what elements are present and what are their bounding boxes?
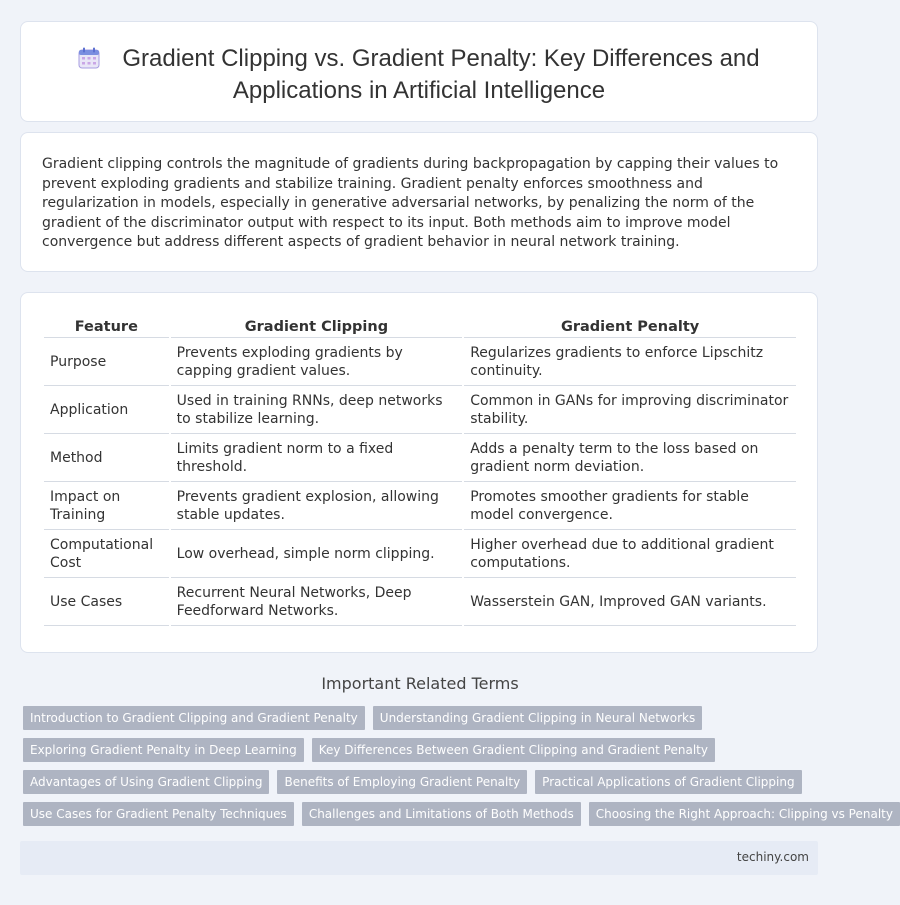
related-term-link[interactable]: Challenges and Limitations of Both Methods [302,802,581,826]
title-line-2: Applications in Artificial Intelligence [232,77,606,104]
comparison-table [42,317,798,626]
title-card [20,21,818,122]
table-row [44,434,796,482]
related-term-link[interactable]: Understanding Gradient Clipping in Neural Networks [373,706,702,730]
related-term-link[interactable]: Practical Applications of Gradient Clipping [535,770,801,794]
header-gradient-clipping: Gradient Clipping [171,317,463,338]
table-row [44,530,796,578]
comparison-table-card [20,292,818,653]
related-terms-list [23,706,893,834]
table-cell: Prevents gradient explosion, allowing stable updates. [171,482,463,530]
table-row [44,578,796,626]
table-cell: Prevents exploding gradients by capping gradient values. [171,338,463,386]
table-cell: Wasserstein GAN, Improved GAN variants. [464,578,796,626]
table-cell: Limits gradient norm to a fixed threshold. [171,434,463,482]
footer-brand[interactable]: techiny.com [736,850,809,864]
table-cell: Regularizes gradients to enforce Lipschitz continuity. [464,338,796,386]
table-cell: Common in GANs for improving discriminator stability. [464,386,796,434]
related-term-link[interactable]: Exploring Gradient Penalty in Deep Learning [23,738,304,762]
header-gradient-penalty: Gradient Penalty [464,317,796,338]
related-term-link[interactable]: Benefits of Employing Gradient Penalty [277,770,527,794]
summary-text: Gradient clipping controls the magnitude of gradients during backpropagation by capping their values to prevent exploding gradients and stabilize training. Gradient penalty enforces smoothness and regularization in models, especially in generative adversarial networks, by penalizing the norm of the gradient of the discriminator output with respect to its input. Both methods aim to improve model convergence but address different aspects of gradient behavior in neural network training. [42,156,779,251]
table-cell: Recurrent Neural Networks, Deep Feedforward Networks. [171,578,463,626]
related-terms-heading: Important Related Terms [321,674,519,693]
table-cell: Low overhead, simple norm clipping. [171,530,463,578]
table-row [44,482,796,530]
table-cell: Adds a penalty term to the loss based on gradient norm deviation. [464,434,796,482]
table-cell: Use Cases [44,578,169,626]
related-term-link[interactable]: Introduction to Gradient Clipping and Gradient Penalty [23,706,365,730]
table-cell: Purpose [44,338,169,386]
table-row [44,386,796,434]
table-cell: Method [44,434,169,482]
table-cell: Impact on Training [44,482,169,530]
header-feature: Feature [44,317,169,338]
related-term-link[interactable]: Use Cases for Gradient Penalty Techniques [23,802,294,826]
summary-card [20,132,818,272]
footer [20,841,818,875]
table-cell: Used in training RNNs, deep networks to stabilize learning. [171,386,463,434]
title-line-1: Gradient Clipping vs. Gradient Penalty: Key Differences and [122,45,760,72]
calendar-icon [78,47,100,76]
table-row [44,338,796,386]
related-term-link[interactable]: Key Differences Between Gradient Clipping and Gradient Penalty [312,738,715,762]
table-cell: Promotes smoother gradients for stable model convergence. [464,482,796,530]
table-cell: Application [44,386,169,434]
table-header-row [44,317,796,338]
table-cell: Higher overhead due to additional gradient computations. [464,530,796,578]
related-term-link[interactable]: Choosing the Right Approach: Clipping vs Penalty [589,802,900,826]
table-cell: Computational Cost [44,530,169,578]
related-term-link[interactable]: Advantages of Using Gradient Clipping [23,770,269,794]
page-title [21,44,817,105]
